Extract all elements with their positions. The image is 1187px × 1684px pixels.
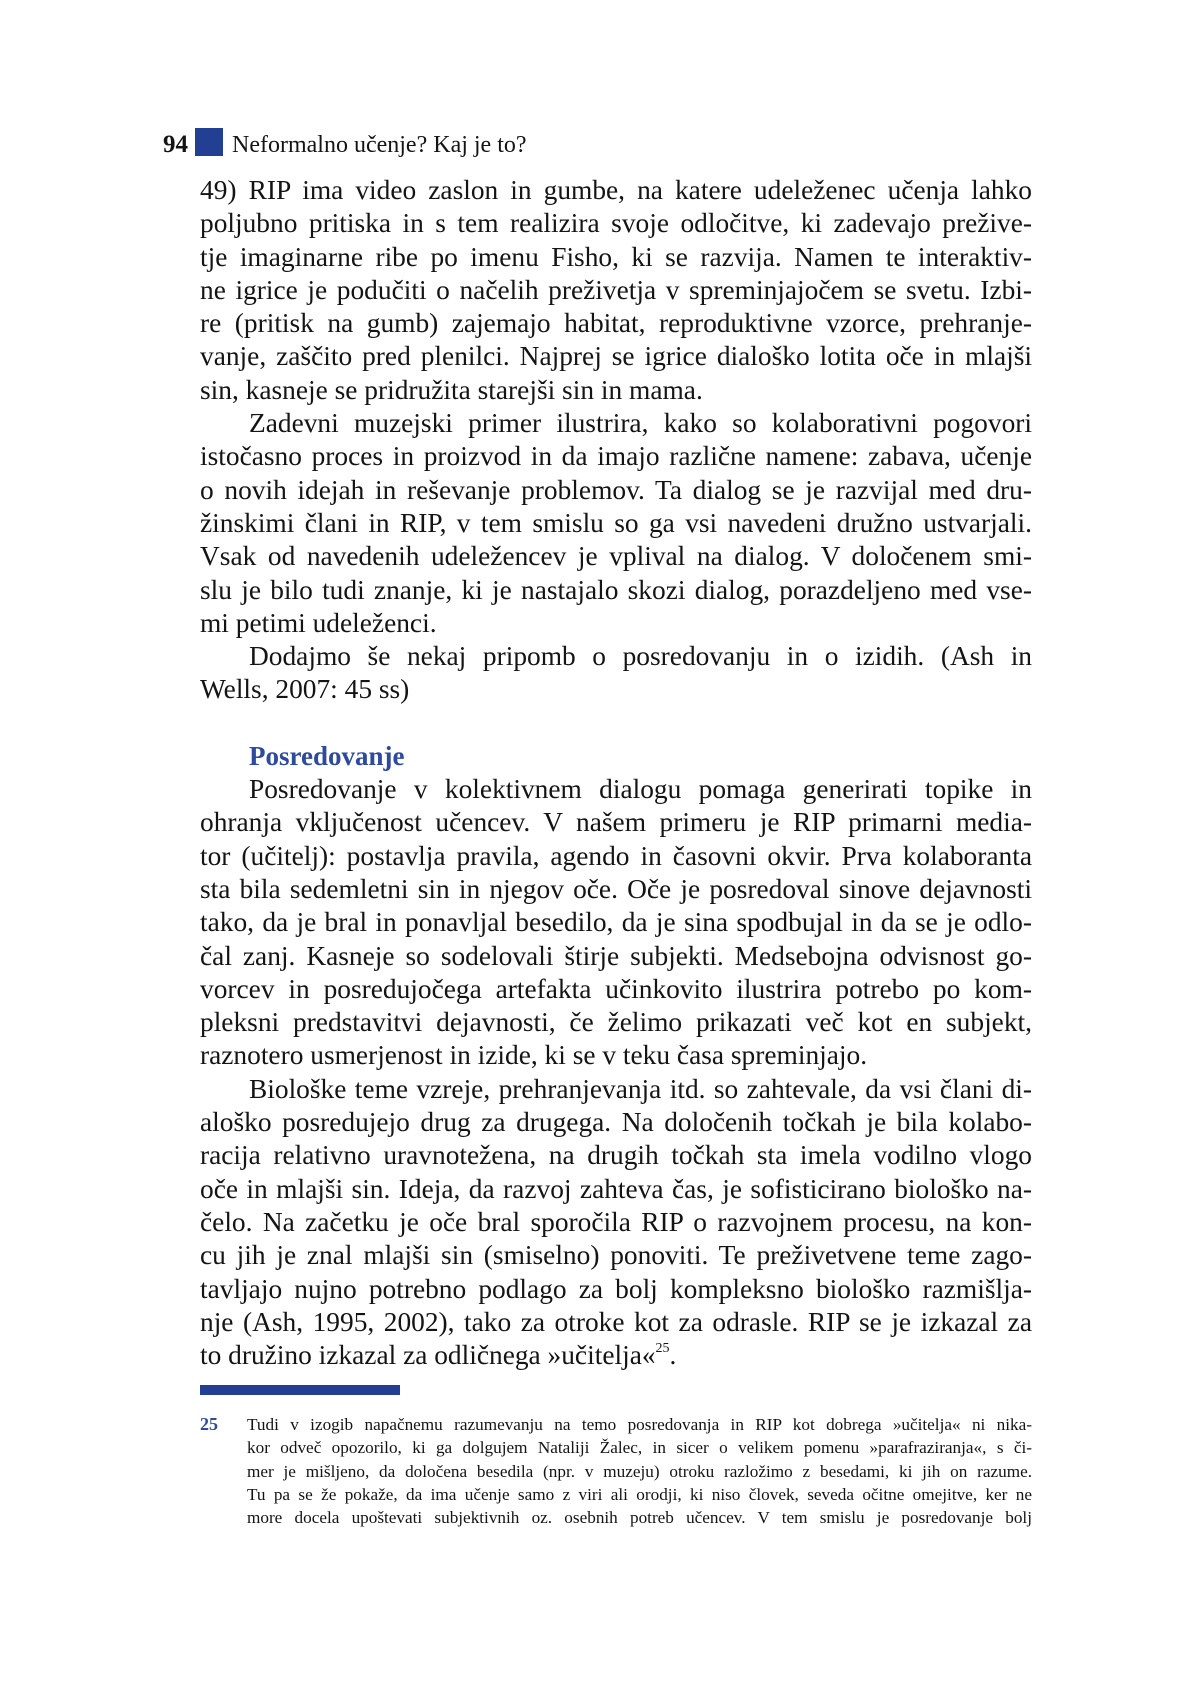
text-line: aloško posredujejo drug za drugega. Na določenih točkah je bila kolabo- <box>200 1107 1032 1138</box>
text-line: cu jih je znal mlajši sin (smiselno) ponoviti. Te preživetvene teme zago- <box>200 1240 1032 1271</box>
text-line: ne igrice je podučiti o načelih preživetja v spreminjajočem se svetu. Izbi- <box>200 274 1032 305</box>
section-heading: Posredovanje <box>249 740 405 771</box>
footnote-line: Tu pa se že pokaže, da ima učenje samo z viri ali orodji, ki niso človek, seveda očitne omejitve, ker ne <box>247 1484 1032 1504</box>
paragraph <box>200 640 1032 707</box>
text-line: pleksni predstavitvi dejavnosti, če želimo prikazati več kot en subjekt, <box>200 1007 1032 1038</box>
footnote-line: mer je mišljeno, da določena besedila (npr. v muzeju) otroku razložimo z besedami, ki jih on razume. <box>247 1461 1032 1481</box>
text-line: sin, kasneje se pridružita starejši sin in mama. <box>200 374 703 405</box>
text-line: mi petimi udeleženci. <box>200 607 437 638</box>
text-line: tje imaginarne ribe po imenu Fisho, ki se razvija. Namen te interaktiv- <box>200 241 1032 272</box>
footnote-reference[interactable]: 25 <box>655 1341 670 1357</box>
footnote-line: Tudi v izogib napačnemu razumevanju na temo posredovanja in RIP kot dobrega »učitelja« ni nika- <box>247 1415 1032 1434</box>
header-square-icon <box>195 128 223 156</box>
text-line: ohranja vključenost učencev. V našem primeru je RIP primarni media- <box>200 807 1032 838</box>
text-line: čal zanj. Kasneje so sodelovali štirje subjekti. Medsebojna odvisnost go- <box>200 940 1032 971</box>
text-line: oče in mlajši sin. Ideja, da razvoj zahteva čas, je sofisticirano biološko na- <box>200 1173 1032 1204</box>
text-line: nje (Ash, 1995, 2002), tako za otroke kot za odrasle. RIP se je izkazal za <box>200 1306 1032 1337</box>
text-line: čelo. Na začetku je oče bral sporočila RIP o razvojnem procesu, na kon- <box>200 1206 1032 1237</box>
text-line: Wells, 2007: 45 ss) <box>200 674 410 705</box>
footnote-line: kor odveč opozorilo, ki ga dolgujem Nataliji Žalec, in sicer o velikem pomenu »parafraziranja«, s či- <box>247 1438 1032 1458</box>
text-line: tako, da je bral in ponavljal besedilo, da je sina spodbujal in da se je odlo- <box>200 907 1032 938</box>
text-line <box>200 1339 1032 1372</box>
text-line: tavljajo nujno potrebno podlago za bolj kompleksno biološko razmišlja- <box>200 1273 1032 1304</box>
last-line-text: to družino izkazal za odličnega »učitelja« <box>200 1340 656 1371</box>
text-line: poljubno pritiska in s tem realizira svoje odločitve, ki zadevajo preživе- <box>200 208 1032 239</box>
text-line: vorcev in posredujočega artefakta učinkovito ilustrira potrebo po kom- <box>200 973 1032 1004</box>
text-line: Posredovanje v kolektivnem dialogu pomaga generirati topike in <box>249 774 1032 805</box>
paragraph <box>200 1073 1032 1373</box>
page-header <box>163 126 527 160</box>
text-line: istočasno proces in proizvod in da imajo različne namene: zabava, učenje <box>200 441 1032 472</box>
text-line: Dodajmo še nekaj pripomb o posredovanju in o izidih. (Ash in <box>249 641 1032 672</box>
body-text <box>200 174 1032 1372</box>
text-line: o novih idejah in reševanje problemov. Ta dialog se je razvijal med dru- <box>200 474 1032 505</box>
text-line: Vsak od navedenih udeležencev je vplival na dialog. V določenem smi- <box>200 541 1032 572</box>
text-line: slu je bilo tudi znanje, ki je nastajalo skozi dialog, porazdeljeno med vse- <box>200 574 1032 605</box>
footnote-number: 25 <box>200 1414 218 1434</box>
footnote-body <box>247 1413 1032 1529</box>
text-line: 49) RIP ima video zaslon in gumbe, na katere udeleženec učenja lahko <box>200 175 1032 205</box>
text-line: Biološke teme vzreje, prehranjevanja itd. so zahtevale, da vsi člani di- <box>249 1073 1032 1104</box>
running-title: Neformalno učenje? Kaj je to? <box>232 132 527 158</box>
footnote-line: more docela upoštevati subjektivnih oz. osebnih potreb učencev. V tem smislu je posredovanje bolj <box>247 1508 1032 1528</box>
text-line: vanje, zaščito pred plenilci. Najprej se igrice dialoško lotita oče in mlajši <box>200 341 1032 372</box>
text-line: racija relativno uravnotežena, na drugih točkah sta imela vodilno vlogo <box>200 1140 1032 1171</box>
footnote-rule <box>200 1385 400 1395</box>
text-line: sta bila sedemletni sin in njegov oče. Oče je posredoval sinove dejavnosti <box>200 873 1032 904</box>
text-line: tor (učitelj): postavlja pravila, agendo in časovni okvir. Prva kolaboranta <box>200 840 1032 871</box>
footnote <box>200 1413 1032 1529</box>
paragraph <box>200 773 1032 1073</box>
paragraph <box>200 174 1032 407</box>
text-line: raznotero usmerjenost in izide, ki se v teku časa spreminjajo. <box>200 1040 868 1071</box>
text-line: žinskimi člani in RIP, v tem smislu so ga vsi navedeni družno ustvarjali. <box>200 507 1032 538</box>
text-line: Zadevni muzejski primer ilustrira, kako so kolaborativni pogovori <box>249 408 1032 439</box>
paragraph <box>200 407 1032 640</box>
page-number: 94 <box>163 131 188 158</box>
last-line-end: . <box>669 1340 677 1371</box>
text-line: re (pritisk na gumb) zajemajo habitat, reproduktivne vzorce, prehranje- <box>200 308 1032 339</box>
